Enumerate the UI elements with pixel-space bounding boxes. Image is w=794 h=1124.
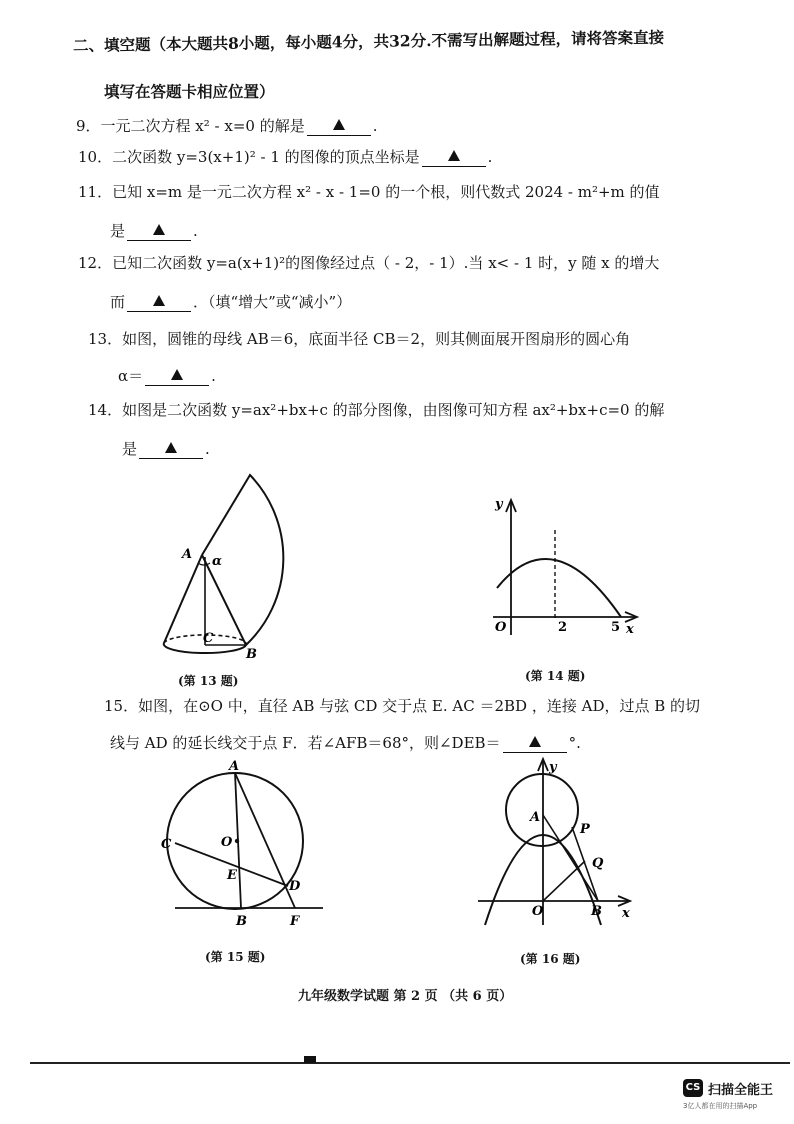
question-15: 15．如图，在⊙O 中，直径 AB 与弦 CD 交于点 E. AC ＝2BD ，连接 AD，过点 B 的切 (104, 697, 701, 715)
figure-14-caption: (第 14 题) (525, 669, 586, 683)
question-10: 10．二次函数 y=3(x+1)² - 1 的图像的顶点坐标是 . (78, 148, 493, 166)
fig16-label-a: A (530, 810, 541, 825)
scan-bottom-edge (30, 1062, 790, 1064)
section-heading: 二、填空题（本大题共8小题，每小题4分，共32分.不需写出解题过程，请将答案直接 (72, 27, 665, 55)
fig14-label-5: 5 (611, 620, 621, 635)
answer-blank-13 (145, 367, 209, 386)
question-11: 11．已知 x=m 是一元二次方程 x² - x - 1=0 的一个根，则代数式 2024 - m²+m 的值 (78, 183, 660, 201)
fig15-label-c: C (161, 837, 172, 852)
figure-13-caption: (第 13 题) (178, 674, 239, 688)
question-14-cont: 是 . (122, 440, 210, 458)
fig15-label-d: D (289, 879, 301, 894)
fig16-label-p: P (580, 822, 590, 837)
answer-blank-12 (127, 293, 191, 312)
fig15-label-a: A (229, 759, 240, 774)
fig16-label-o: O (532, 904, 544, 919)
fig15-label-o: O (221, 835, 233, 850)
fig16-label-y: y (549, 760, 557, 775)
question-15-cont: 线与 AD 的延长线交于点 F．若∠AFB＝68°，则∠DEB＝ °. (110, 734, 581, 752)
fig16-label-b: B (591, 904, 602, 919)
fig13-label-b: B (246, 647, 257, 662)
answer-blank-9 (307, 117, 371, 136)
fig14-label-x: x (626, 622, 634, 637)
scan-mark (304, 1056, 316, 1063)
page-footer: 九年级数学试题 第 2 页 （共 6 页） (298, 989, 513, 1004)
answer-blank-11 (127, 222, 191, 241)
camscanner-tagline: 3亿人都在用的扫描App (683, 1102, 758, 1110)
figure-15-circle (155, 755, 335, 935)
figure-16-caption: (第 16 题) (520, 952, 581, 966)
figure-14-parabola (485, 490, 645, 640)
answer-blank-14 (139, 440, 203, 459)
fig16-label-q: Q (592, 856, 604, 871)
triangle-icon (448, 150, 460, 161)
triangle-icon (153, 224, 165, 235)
question-13: 13．如图，圆锥的母线 AB＝6，底面半径 CB＝2，则其侧面展开图扇形的圆心角 (88, 330, 631, 348)
question-9-text: 9．一元二次方程 x² - x=0 的解是 (76, 117, 305, 135)
fig14-label-2: 2 (558, 620, 568, 635)
question-12: 12．已知二次函数 y=a(x+1)²的图像经过点（ - 2，- 1）.当 x< - 1 时，y 随 x 的增大 (78, 254, 660, 272)
figure-15-caption: (第 15 题) (205, 950, 266, 964)
triangle-icon (165, 442, 177, 453)
fig13-label-a: A (182, 547, 193, 562)
answer-blank-10 (422, 148, 486, 167)
fig14-label-o: O (495, 620, 507, 635)
fig15-label-f: F (290, 914, 300, 929)
question-9: 9．一元二次方程 x² - x=0 的解是 . (76, 117, 378, 135)
fig15-label-b: B (236, 914, 247, 929)
question-12-cont: 而 ．（填“增大”或“减小”） (110, 293, 352, 311)
figure-13-cone (150, 465, 310, 670)
figure-16-parabola-circle (470, 755, 640, 935)
answer-blank-15 (503, 734, 567, 753)
section-heading-cont: 填写在答题卡相应位置） (104, 82, 275, 101)
fig13-label-c: C (203, 631, 214, 646)
triangle-icon (171, 369, 183, 380)
question-13-cont: α＝ . (118, 367, 216, 385)
fig14-label-y: y (495, 497, 503, 512)
camscanner-logo-icon: CS (683, 1079, 703, 1097)
triangle-icon (529, 736, 541, 747)
camscanner-name: 扫描全能王 (708, 1083, 774, 1098)
question-14: 14．如图是二次函数 y=ax²+bx+c 的部分图像，由图像可知方程 ax²+bx+c=0 的解 (88, 401, 665, 419)
question-10-text: 10．二次函数 y=3(x+1)² - 1 的图像的顶点坐标是 (78, 148, 420, 166)
question-11-cont: 是 . (110, 222, 198, 240)
fig15-label-e: E (227, 868, 237, 883)
fig16-label-x: x (622, 906, 630, 921)
fig13-label-alpha: α (212, 554, 223, 569)
triangle-icon (153, 295, 165, 306)
triangle-icon (333, 119, 345, 130)
